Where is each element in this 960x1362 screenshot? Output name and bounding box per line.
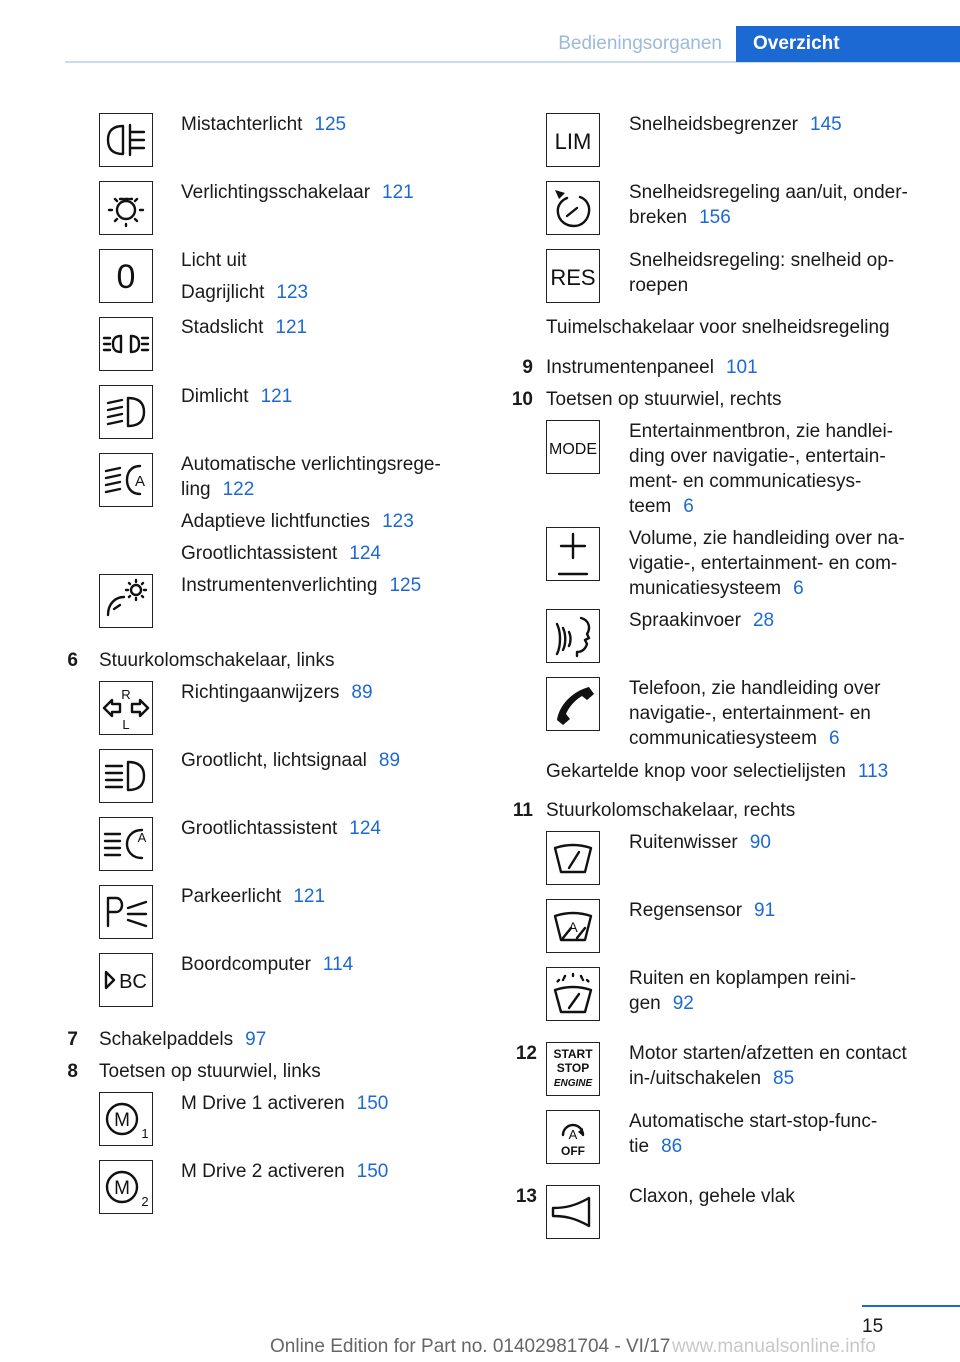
wiper-icon bbox=[546, 831, 600, 885]
item-resume-speed-line1: Snelheidsregeling: snelheid op- bbox=[629, 250, 895, 271]
page-ref[interactable]: 97 bbox=[245, 1029, 267, 1050]
section-number: 8 bbox=[67, 1061, 78, 1082]
item-cruise-control-line1: Snelheidsregeling aan/uit, onder- bbox=[629, 182, 908, 203]
high-beam-assistant-icon-text: A bbox=[137, 830, 147, 845]
resume-speed-icon-text: RES bbox=[550, 265, 596, 290]
item-adaptive-light: Adaptieve lichtfuncties 123 bbox=[181, 511, 414, 532]
tab-bedieningsorganen[interactable]: Bedieningsorganen bbox=[558, 33, 722, 54]
turn-signal-icon-text: R bbox=[121, 687, 131, 702]
item-volume-line2: vigatie-, entertainment- en com- bbox=[629, 553, 898, 574]
item-low-beam: Dimlicht 121 bbox=[181, 386, 293, 407]
item-entertainment-line3: ment- en communicatiesys- bbox=[629, 471, 862, 492]
page-ref[interactable]: 89 bbox=[351, 682, 373, 703]
item-volume-line3: municatiesysteem 6 bbox=[629, 578, 804, 599]
item-parking-light: Stadslicht 121 bbox=[181, 317, 308, 338]
page-ref[interactable]: 121 bbox=[275, 317, 308, 338]
item-cruise-control-line2: breken 156 bbox=[629, 207, 731, 228]
page-ref[interactable]: 89 bbox=[378, 750, 401, 771]
rear-fog-light-icon bbox=[99, 113, 153, 167]
voice-input-icon bbox=[546, 609, 600, 663]
page-ref[interactable]: 123 bbox=[276, 282, 309, 303]
item-resume-speed-line2: roepen bbox=[629, 275, 689, 296]
mode-button-icon-text: MODE bbox=[549, 441, 597, 458]
speed-limiter-icon-text: LIM bbox=[554, 129, 592, 154]
turn-signal-icon-text: L bbox=[122, 717, 130, 732]
page-ref[interactable]: 6 bbox=[828, 728, 840, 749]
high-beam-icon bbox=[99, 749, 153, 803]
item-light-switch: Verlichtingsschakelaar 121 bbox=[181, 182, 414, 203]
item-knurled-knob: Gekartelde knop voor selectielijsten 113 bbox=[546, 761, 889, 782]
washer-icon bbox=[546, 967, 600, 1021]
board-computer-icon bbox=[99, 953, 153, 1007]
page-ref[interactable]: 123 bbox=[382, 511, 414, 532]
item-telephone-line1: Telefoon, zie handleiding over bbox=[629, 678, 881, 699]
item-parking-light-2: Parkeerlicht 121 bbox=[181, 886, 326, 907]
item-auto-headlight-line2: ling 122 bbox=[181, 479, 255, 500]
horn-icon bbox=[546, 1185, 600, 1239]
item-rain-sensor: Regensensor 91 bbox=[629, 900, 776, 921]
page-ref[interactable]: 124 bbox=[349, 543, 381, 564]
item-entertainment-line4: teem 6 bbox=[629, 496, 694, 517]
start-stop-button-icon bbox=[546, 1042, 600, 1096]
mode-button-icon bbox=[546, 420, 600, 474]
page-ref[interactable]: 121 bbox=[293, 886, 326, 907]
page-ref[interactable]: 156 bbox=[699, 207, 731, 228]
auto-start-stop-icon-text: A bbox=[568, 1127, 578, 1142]
item-speed-limiter: Snelheidsbegrenzer 145 bbox=[629, 114, 842, 135]
m-drive-2-icon-text: M bbox=[114, 1178, 130, 1199]
page-ref[interactable]: 85 bbox=[773, 1068, 795, 1089]
edition-note: Online Edition for Part no. 01402981704 - VI/17 bbox=[270, 1336, 671, 1357]
page-ref[interactable]: 150 bbox=[356, 1093, 389, 1114]
speed-limiter-icon bbox=[546, 113, 600, 167]
auto-start-stop-icon bbox=[546, 1110, 600, 1164]
page-ref[interactable]: 6 bbox=[793, 578, 804, 599]
m-drive-2-icon bbox=[99, 1160, 153, 1214]
page-ref[interactable]: 101 bbox=[725, 357, 758, 378]
m-drive-1-icon-text: 1 bbox=[141, 1126, 149, 1141]
m-drive-2-icon-text: 2 bbox=[141, 1194, 149, 1209]
section-number: 7 bbox=[67, 1029, 78, 1050]
light-off-icon-text: 0 bbox=[116, 258, 136, 296]
footer-rule bbox=[862, 1305, 960, 1307]
light-off-icon bbox=[99, 249, 153, 303]
section-number: 6 bbox=[67, 650, 78, 671]
item-start-engine-line2: in-/uitschakelen 85 bbox=[629, 1068, 795, 1089]
item-auto-start-stop-line1: Automatische start-stop-func- bbox=[629, 1111, 878, 1132]
section-number: 12 bbox=[515, 1043, 537, 1064]
volume-icon bbox=[546, 527, 600, 581]
item-washer-line1: Ruiten en koplampen reini- bbox=[629, 968, 857, 989]
item-m-drive-1: M Drive 1 activeren 150 bbox=[181, 1093, 389, 1114]
section-number: 13 bbox=[515, 1186, 537, 1207]
m-drive-1-icon bbox=[99, 1092, 153, 1146]
page-ref[interactable]: 121 bbox=[382, 182, 414, 203]
item-high-beam-assistant-2: Grootlichtassistent 124 bbox=[181, 818, 381, 839]
item-telephone-line2: navigatie-, entertainment- en bbox=[629, 703, 871, 724]
item-instrument-lighting: Instrumentenverlichting 125 bbox=[181, 575, 422, 596]
page-ref[interactable]: 122 bbox=[222, 479, 255, 500]
page-ref[interactable]: 125 bbox=[314, 114, 347, 135]
page-ref[interactable]: 114 bbox=[322, 954, 354, 975]
telephone-icon bbox=[546, 677, 600, 731]
section-number: 11 bbox=[512, 800, 533, 821]
item-telephone-line3: communicatiesysteem 6 bbox=[629, 728, 840, 749]
page-ref[interactable]: 86 bbox=[661, 1136, 683, 1157]
start-stop-icon-text: ENGINE bbox=[553, 1078, 593, 1089]
page-ref[interactable]: 6 bbox=[683, 496, 694, 517]
low-beam-icon bbox=[99, 385, 153, 439]
item-start-engine-line1: Motor starten/afzetten en contact bbox=[629, 1043, 907, 1064]
page-ref[interactable]: 150 bbox=[356, 1161, 389, 1182]
rain-sensor-icon bbox=[546, 899, 600, 953]
watermark: www.manualsonline.info bbox=[672, 1336, 876, 1357]
item-entertainment-line1: Entertainmentbron, zie handlei- bbox=[629, 421, 894, 442]
auto-headlight-icon-text: A bbox=[134, 473, 146, 490]
page-ref[interactable]: 121 bbox=[260, 386, 293, 407]
auto-start-stop-icon-text: OFF bbox=[561, 1144, 585, 1158]
page-ref[interactable]: 124 bbox=[349, 818, 381, 839]
cruise-control-icon bbox=[546, 181, 600, 235]
section-title: Schakelpaddels 97 bbox=[99, 1029, 267, 1050]
page-ref[interactable]: 145 bbox=[810, 114, 842, 135]
rain-sensor-icon-text: A bbox=[568, 919, 578, 935]
item-light-off: Licht uit bbox=[181, 250, 247, 271]
page-ref[interactable]: 28 bbox=[752, 610, 775, 631]
item-high-beam: Grootlicht, lichtsignaal 89 bbox=[181, 750, 401, 771]
page-ref[interactable]: 125 bbox=[389, 575, 422, 596]
section-number: 10 bbox=[511, 389, 533, 410]
item-turn-signals: Richtingaanwijzers 89 bbox=[181, 682, 373, 703]
item-entertainment-line2: ding over navigatie-, entertain- bbox=[629, 446, 886, 467]
item-board-computer: Boordcomputer 114 bbox=[181, 954, 354, 975]
item-rocker-switch: Tuimelschakelaar voor snelheidsregeling bbox=[546, 317, 890, 338]
light-switch-icon bbox=[99, 181, 153, 235]
item-volume-line1: Volume, zie handleiding over na- bbox=[629, 528, 905, 549]
high-beam-assistant-icon bbox=[99, 817, 153, 871]
section-title: Stuurkolomschakelaar, links bbox=[99, 650, 335, 671]
item-m-drive-2: M Drive 2 activeren 150 bbox=[181, 1161, 389, 1182]
page-ref[interactable]: 90 bbox=[749, 832, 771, 853]
m-drive-1-icon-text: M bbox=[114, 1110, 130, 1131]
item-rear-fog-light: Mistachterlicht 125 bbox=[181, 114, 347, 135]
item-washer-line2: gen 92 bbox=[629, 993, 694, 1014]
item-wiper: Ruitenwisser 90 bbox=[629, 832, 771, 853]
item-horn: Claxon, gehele vlak bbox=[629, 1186, 795, 1207]
section-title: Instrumentenpaneel 101 bbox=[546, 357, 758, 378]
item-auto-start-stop-line2: tie 86 bbox=[629, 1136, 683, 1157]
item-voice-input: Spraakinvoer 28 bbox=[629, 610, 775, 631]
section-title: Toetsen op stuurwiel, rechts bbox=[546, 389, 782, 410]
section-title: Stuurkolomschakelaar, rechts bbox=[546, 800, 796, 821]
item-daytime-light: Dagrijlicht 123 bbox=[181, 282, 309, 303]
item-high-beam-assistant: Grootlichtassistent 124 bbox=[181, 543, 381, 564]
board-computer-icon-text: BC bbox=[119, 971, 147, 993]
turn-signal-icon bbox=[99, 681, 153, 735]
start-stop-icon-text: START bbox=[553, 1047, 593, 1061]
auto-headlight-icon bbox=[99, 453, 153, 507]
instrument-lighting-icon bbox=[99, 574, 153, 628]
section-number: 9 bbox=[522, 357, 533, 378]
section-title: Toetsen op stuurwiel, links bbox=[99, 1061, 321, 1082]
tab-overzicht[interactable]: Overzicht bbox=[736, 26, 960, 62]
item-auto-headlight-line1: Automatische verlichtingsrege- bbox=[181, 454, 441, 475]
page-number: 15 bbox=[862, 1316, 884, 1337]
start-stop-icon-text: STOP bbox=[556, 1061, 590, 1075]
page-ref[interactable]: 113 bbox=[857, 761, 889, 782]
page-ref[interactable]: 92 bbox=[672, 993, 694, 1014]
resume-speed-icon bbox=[546, 249, 600, 303]
parking-light-p-icon bbox=[99, 885, 153, 939]
parking-light-icon bbox=[99, 317, 153, 371]
page-ref[interactable]: 91 bbox=[754, 900, 776, 921]
